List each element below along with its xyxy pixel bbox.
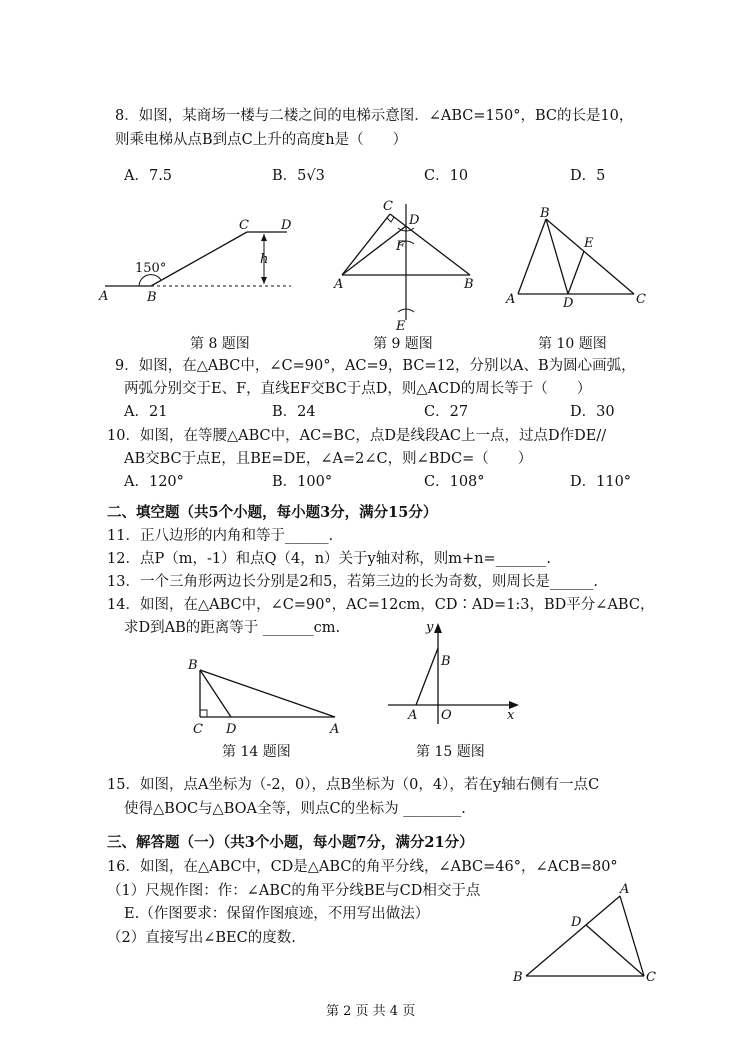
fig8-label-b: B (147, 290, 157, 305)
fig16-label-b: B (513, 970, 523, 985)
figure-14 (185, 655, 345, 740)
fig8-escalator (151, 232, 247, 286)
fig10-segment-bd (546, 219, 568, 294)
section2-heading: 二、填空题（共5个小题，每小题3分，满分15分） (107, 504, 438, 521)
fig14-caption: 第 14 题图 (222, 744, 291, 760)
q10-option-c: C．108° (424, 474, 485, 490)
fig14-label-a: A (330, 722, 340, 737)
fig8-label-c: C (239, 218, 249, 233)
q10-option-a: A．120° (124, 474, 184, 490)
q15-line1: 15．如图，点A坐标为（-2，0），点B坐标为（0，4），若在y轴右侧有一点C (107, 777, 600, 793)
fig8-arrow-up (261, 234, 267, 241)
q14-line1: 14．如图，在△ABC中，∠C=90°，AC=12cm，CD∶AD=1:3，BD平分∠ABC， (107, 597, 655, 613)
q12-text: 12．点P（m，-1）和点Q（4，n）关于y轴对称，则m+n=_______. (107, 551, 551, 567)
q16-line2: （1）尺规作图：作：∠ABC的角平分线BE与CD相交于点 (107, 883, 481, 899)
q9-option-c: C．27 (424, 404, 469, 420)
fig10-side-bc (546, 219, 634, 294)
fig10-label-c: C (636, 292, 646, 307)
fig15-label-b: B (441, 654, 451, 669)
fig8-label-a: A (99, 289, 109, 304)
fig15-caption: 第 15 题图 (416, 744, 485, 760)
fig15-label-x: x (507, 708, 515, 723)
fig14-label-b: B (188, 658, 198, 673)
fig15-y-arrow (434, 623, 442, 633)
q10-option-b: B．100° (272, 474, 333, 490)
q16-line4: （2）直接写出∠BEC的度数. (107, 930, 296, 946)
figure-9 (330, 199, 480, 334)
q9-option-b: B．24 (272, 404, 316, 420)
figure-8 (95, 210, 305, 310)
q15-line2: 使得△BOC与△BOA全等，则点C的坐标为 ________. (124, 801, 466, 817)
figure-15 (385, 618, 525, 728)
q8-line2: 则乘电梯从点B到点C上升的高度h是（ ） (115, 132, 408, 148)
page-footer: 第 2 页 共 4 页 (326, 1004, 416, 1019)
q10-line1: 10．如图，在等腰△ABC中，AC=BC，点D是线段AC上一点，过点D作DE// (107, 428, 607, 444)
fig14-side-ba (200, 670, 335, 717)
fig8-angle-label: 150° (135, 261, 167, 276)
fig16-side-ba (526, 896, 620, 976)
fig9-label-e: E (396, 319, 406, 334)
fig15-label-y: y (426, 620, 434, 635)
fig8-caption: 第 8 题图 (190, 336, 250, 352)
fig8-label-h: h (260, 252, 269, 267)
q10-line2: AB交BC于点E，且BE=DE，∠A=2∠C，则∠BDC=（ ） (124, 451, 533, 467)
q16-line3: E.（作图要求：保留作图痕迹，不用写出做法） (124, 906, 430, 922)
fig9-label-a: A (334, 277, 344, 292)
q9-line1: 9．如图，在△ABC中，∠C=90°，AC=9，BC=12，分别以A、B为圆心画弧， (115, 358, 636, 374)
q8-option-c: C．10 (424, 168, 469, 184)
fig16-label-d: D (571, 915, 582, 930)
fig9-label-d: D (409, 213, 420, 228)
q13-text: 13．一个三角形两边长分别是2和5，若第三边的长为奇数，则周长是______. (107, 574, 599, 590)
q8-option-a: A．7.5 (124, 168, 173, 184)
q9-line2: 两弧分别交于E、F，直线EF交BC于点D，则△ACD的周长等于（ ） (124, 381, 592, 397)
fig10-label-d: D (563, 296, 574, 311)
figure-16 (510, 880, 670, 985)
fig10-side-ab (518, 219, 546, 294)
fig8-angle-arc (139, 275, 161, 286)
fig9-label-f: F (396, 239, 406, 254)
fig10-segment-de (568, 251, 584, 294)
fig8-label-d: D (281, 218, 292, 233)
fig14-right-angle (200, 710, 207, 717)
fig10-label-a: A (506, 292, 516, 307)
fig9-caption: 第 9 题图 (373, 336, 433, 352)
q11-text: 11．正八边形的内角和等于______. (107, 528, 334, 544)
q16-line1: 16．如图，在△ABC中，CD是△ABC的角平分线，∠ABC=46°，∠ACB=80° (107, 859, 618, 875)
fig14-label-c: C (193, 722, 203, 737)
q10-option-d: D．110° (570, 474, 632, 490)
q9-option-a: A．21 (124, 404, 168, 420)
q8-line1: 8．如图，某商场一楼与二楼之间的电梯示意图．∠ABC=150°，BC的长是10， (115, 108, 634, 124)
fig16-label-c: C (646, 970, 656, 985)
fig16-label-a: A (620, 882, 630, 897)
fig10-label-b: B (540, 206, 550, 221)
fig10-label-e: E (584, 236, 594, 251)
section3-heading: 三、解答题（一）（共3个小题，每小题7分，满分21分） (107, 834, 474, 851)
fig15-segment-ab (416, 648, 438, 705)
fig16-side-ac (620, 896, 644, 976)
figure-10 (500, 205, 650, 310)
fig9-right-angle (387, 217, 394, 222)
fig9-label-b: B (464, 277, 474, 292)
fig8-arrow-down (261, 277, 267, 284)
fig10-caption: 第 10 题图 (538, 336, 607, 352)
q8-option-d: D．5 (570, 168, 606, 184)
q9-option-d: D．30 (570, 404, 615, 420)
q14-line2: 求D到AB的距离等于 _______cm. (124, 620, 341, 636)
q8-option-b: B．5√3 (272, 168, 325, 184)
fig15-label-o: O (441, 708, 452, 723)
fig15-label-a: A (408, 708, 418, 723)
fig16-segment-cd (586, 925, 644, 976)
fig14-label-d: D (226, 722, 237, 737)
fig9-label-c: C (383, 199, 393, 214)
